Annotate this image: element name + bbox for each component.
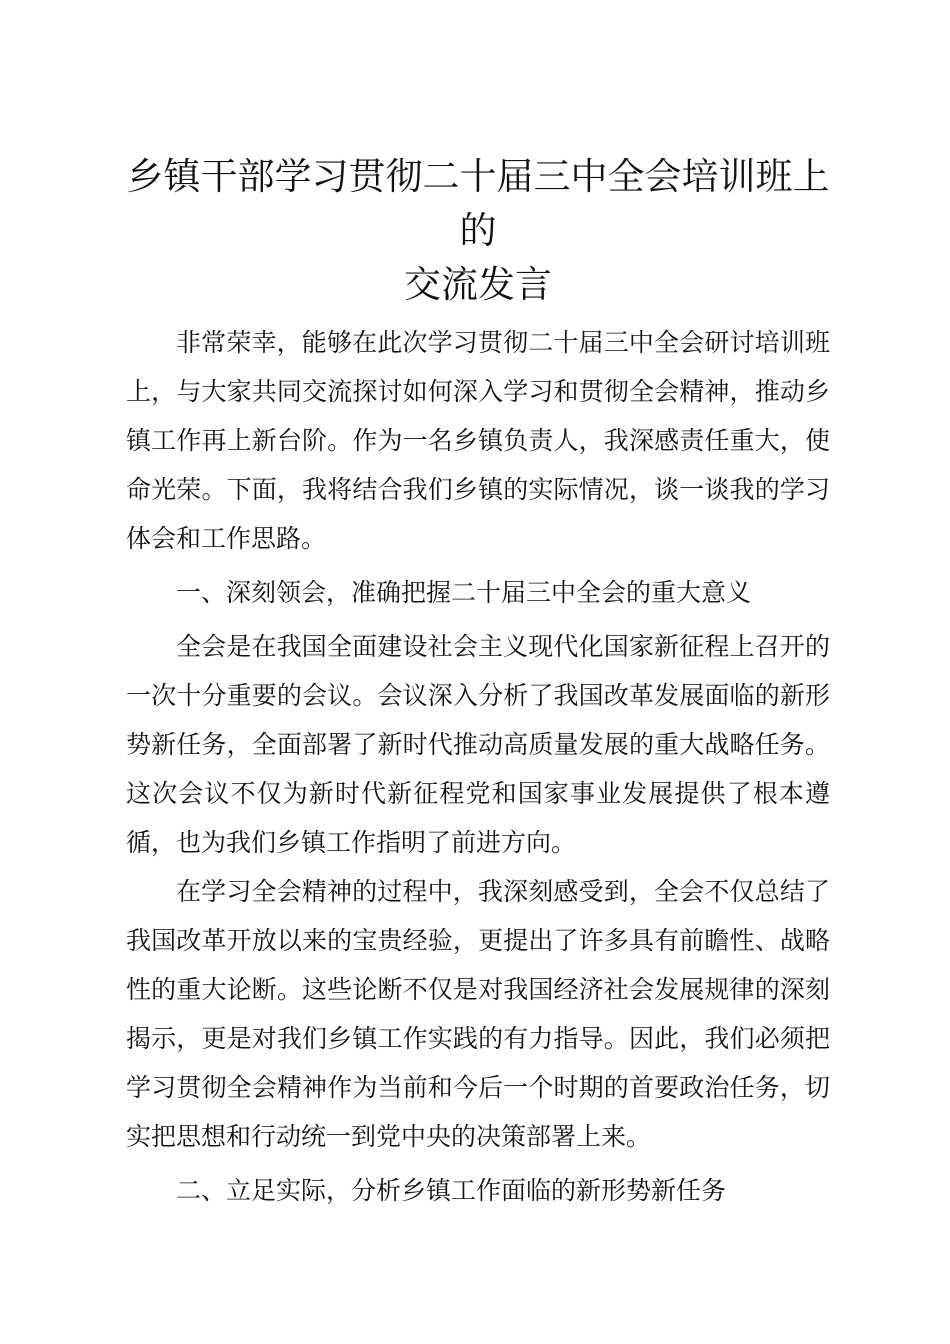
paragraph-meeting-significance: 全会是在我国全面建设社会主义现代化国家新征程上召开的一次十分重要的会议。会议深入分析了我国改革发展面临的新形势新任务，全面部署了新时代推动高质量发展的重大战略任务。这次会议不仅为新时代新征程党和国家事业发展提供了根本遵循，也为我们乡镇工作指明了前进方向。 (126, 632, 830, 857)
paragraph-learning-reflection: 在学习全会精神的过程中，我深刻感受到，全会不仅总结了我国改革开放以来的宝贵经验，更提出了许多具有前瞻性、战略性的重大论断。这些论断不仅是对我国经济社会发展规律的深刻揭示，更是对我们乡镇工作实践的有力指导。因此，我们必须把学习贯彻全会精神作为当前和今后一个时期的首要政治任务，切实把思想和行动统一到党中央的决策部署上来。 (126, 877, 830, 1151)
document-page (126, 150, 830, 1220)
title-line-1: 乡镇干部学习贯彻二十届三中全会培训班上的 (126, 155, 830, 252)
title-line-2: 交流发言 (404, 263, 552, 306)
section-heading-2: 二、立足实际，分析乡镇工作面临的新形势新任务 (176, 1176, 727, 1205)
document-body (126, 318, 830, 1220)
document-title (126, 150, 830, 312)
paragraph-intro: 非常荣幸，能够在此次学习贯彻二十届三中全会研讨培训班上，与大家共同交流探讨如何深入学习和贯彻全会精神，推动乡镇工作再上新台阶。作为一名乡镇负责人，我深感责任重大，使命光荣。下面，我将结合我们乡镇的实际情况，谈一谈我的学习体会和工作思路。 (126, 328, 830, 553)
section-heading-1: 一、深刻领会，准确把握二十届三中全会的重大意义 (176, 578, 752, 607)
